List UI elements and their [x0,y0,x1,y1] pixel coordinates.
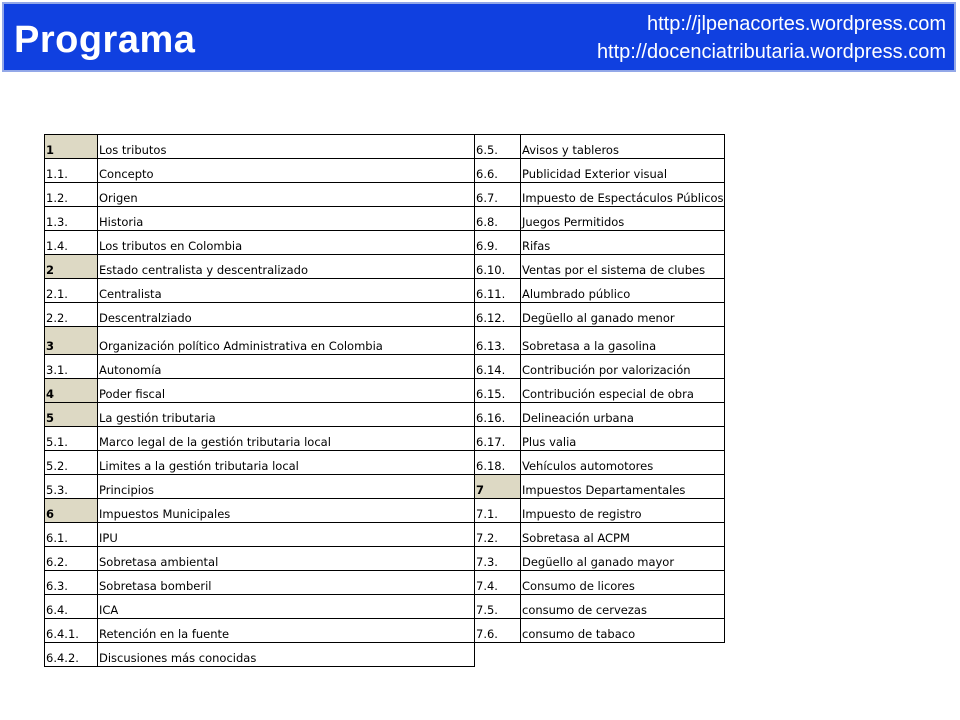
item-title-right: Publicidad Exterior visual [521,159,725,183]
item-title-left: Poder fiscal [98,379,475,403]
item-title-right: Avisos y tableros [521,135,725,159]
item-number-right: 6.11. [475,279,521,303]
table-row [45,643,725,667]
table-row [45,403,725,427]
item-title-left: Descentralziado [98,303,475,327]
item-title-left: Los tributos en Colombia [98,231,475,255]
item-title-right: Juegos Permitidos [521,207,725,231]
item-number-right: 6.8. [475,207,521,231]
item-title-right: Vehículos automotores [521,451,725,475]
table-row [45,571,725,595]
item-title-right: Impuesto de registro [521,499,725,523]
item-number-right: 7.1. [475,499,521,523]
table-row [45,451,725,475]
item-number-right: 7.4. [475,571,521,595]
item-title-left: Sobretasa bomberil [98,571,475,595]
item-number-left: 5.2. [45,451,98,475]
item-number-left: 3 [45,327,98,355]
item-number-left: 5.1. [45,427,98,451]
item-title-left: Origen [98,183,475,207]
item-number-right: 6.14. [475,355,521,379]
table-row [45,427,725,451]
item-number-left: 6.4. [45,595,98,619]
item-number-right: 7.3. [475,547,521,571]
table-row [45,355,725,379]
item-title-right: Sobretasa al ACPM [521,523,725,547]
item-title-left: Limites a la gestión tributaria local [98,451,475,475]
item-number-left: 6.2. [45,547,98,571]
item-number-right: 6.9. [475,231,521,255]
item-title-left: IPU [98,523,475,547]
table-row [45,595,725,619]
item-number-left: 6.3. [45,571,98,595]
item-title-right: Rifas [521,231,725,255]
item-number-left: 4 [45,379,98,403]
item-number-left: 2.1. [45,279,98,303]
table-row [45,523,725,547]
item-number-right: 7.2. [475,523,521,547]
item-number-right: 6.6. [475,159,521,183]
item-title-left: Impuestos Municipales [98,499,475,523]
item-title-right: Consumo de licores [521,571,725,595]
item-number-right: 6.12. [475,303,521,327]
table-row [45,183,725,207]
item-number-right: 6.17. [475,427,521,451]
item-title-right: Impuesto de Espectáculos Públicos [521,183,725,207]
item-number-left: 5.3. [45,475,98,499]
item-number-left: 1.2. [45,183,98,207]
table-row [45,159,725,183]
item-number-right: 6.5. [475,135,521,159]
table-row [45,379,725,403]
table-row [45,499,725,523]
table-row [45,327,725,355]
item-number-left: 6.1. [45,523,98,547]
item-title-left: Principios [98,475,475,499]
item-title-right: Delineación urbana [521,403,725,427]
item-number-left: 2.2. [45,303,98,327]
item-title-right: Degüello al ganado mayor [521,547,725,571]
header-bar [2,2,956,72]
item-title-left: ICA [98,595,475,619]
header-link-jlpenacortes[interactable]: http://jlpenacortes.wordpress.com [646,13,946,35]
item-title-right: Impuestos Departamentales [521,475,725,499]
table-row [45,547,725,571]
item-number-left: 3.1. [45,355,98,379]
item-number-right: 7.6. [475,619,521,643]
item-title-right: consumo de tabaco [521,619,725,643]
item-title-left: Retención en la fuente [98,619,475,643]
item-title-left: Historia [98,207,475,231]
item-number-right: 6.7. [475,183,521,207]
item-title-left: Sobretasa ambiental [98,547,475,571]
table-row [45,475,725,499]
item-number-left: 1.1. [45,159,98,183]
item-number-right: 6.16. [475,403,521,427]
item-number-right: 7.5. [475,595,521,619]
item-title-right: Alumbrado público [521,279,725,303]
item-title-left: Discusiones más conocidas [98,643,475,667]
header-links [597,10,946,66]
item-title-left: Marco legal de la gestión tributaria local [98,427,475,451]
item-title-right: consumo de cervezas [521,595,725,619]
table-row [45,207,725,231]
table-row [45,303,725,327]
header-link-docenciatributaria[interactable]: http://docenciatributaria.wordpress.com [596,41,946,63]
item-title-left: Centralista [98,279,475,303]
item-title-right: Contribución por valorización [521,355,725,379]
item-number-right: 6.10. [475,255,521,279]
item-number-right: 6.13. [475,327,521,355]
item-number-right: 7 [475,475,521,499]
item-number-left: 5 [45,403,98,427]
table-row [45,135,725,159]
item-number-left: 1.4. [45,231,98,255]
empty-cell [475,643,725,667]
item-title-right: Ventas por el sistema de clubes [521,255,725,279]
item-number-left: 2 [45,255,98,279]
item-number-left: 6 [45,499,98,523]
item-title-right: Contribución especial de obra [521,379,725,403]
item-title-left: Los tributos [98,135,475,159]
item-title-right: Sobretasa a la gasolina [521,327,725,355]
table-row [45,279,725,303]
item-title-left: La gestión tributaria [98,403,475,427]
item-title-right: Degüello al ganado menor [521,303,725,327]
item-number-left: 6.4.1. [45,619,98,643]
item-title-left: Concepto [98,159,475,183]
item-title-right: Plus valia [521,427,725,451]
table-row [45,619,725,643]
item-title-left: Estado centralista y descentralizado [98,255,475,279]
item-number-right: 6.15. [475,379,521,403]
item-number-right: 6.18. [475,451,521,475]
page-title: Programa [14,19,196,61]
program-table [44,134,725,667]
item-number-left: 1.3. [45,207,98,231]
item-number-left: 6.4.2. [45,643,98,667]
item-number-left: 1 [45,135,98,159]
item-title-left: Organización político Administrativa en Colombia [98,327,475,355]
item-title-left: Autonomía [98,355,475,379]
table-row [45,231,725,255]
table-row [45,255,725,279]
